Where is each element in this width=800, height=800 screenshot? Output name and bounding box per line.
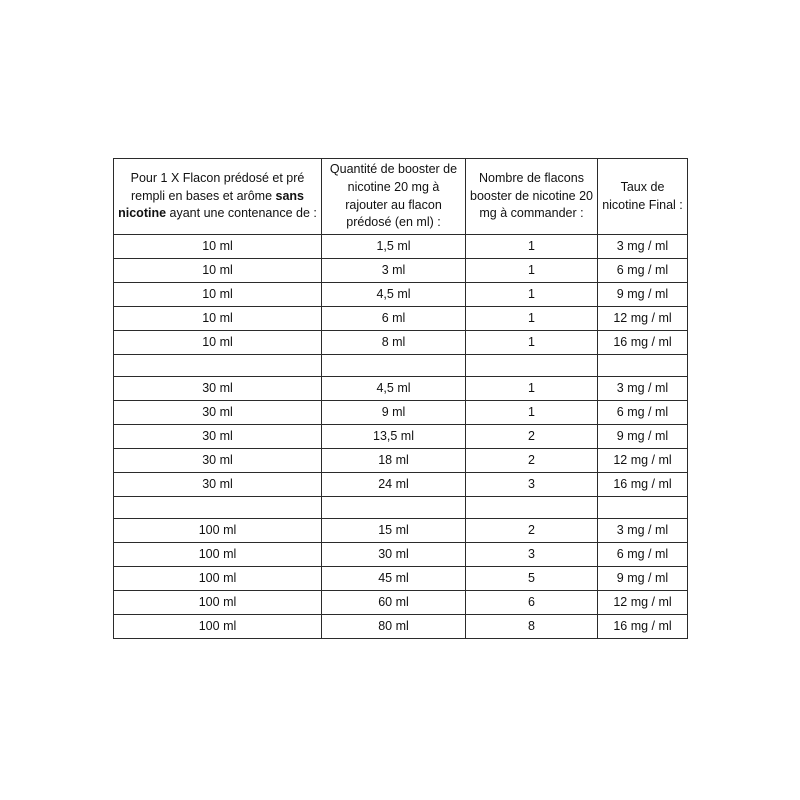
cell-bottle-size: 10 ml (114, 259, 322, 283)
cell-booster-count: 2 (466, 449, 598, 473)
table-row (114, 449, 688, 473)
header-cell-booster-count: Nombre de flacons booster de nicotine 20 mg à commander : (466, 159, 598, 235)
cell-blank (322, 497, 466, 519)
cell-bottle-size: 100 ml (114, 615, 322, 639)
cell-blank (466, 497, 598, 519)
cell-booster-quantity: 6 ml (322, 307, 466, 331)
cell-bottle-size: 30 ml (114, 401, 322, 425)
table-row (114, 259, 688, 283)
cell-bottle-size: 30 ml (114, 449, 322, 473)
table-row (114, 519, 688, 543)
cell-blank (114, 497, 322, 519)
cell-booster-quantity: 13,5 ml (322, 425, 466, 449)
cell-final-rate: 12 mg / ml (598, 449, 688, 473)
cell-bottle-size: 10 ml (114, 307, 322, 331)
table-row (114, 615, 688, 639)
table-row (114, 567, 688, 591)
table-row (114, 401, 688, 425)
cell-booster-quantity: 4,5 ml (322, 377, 466, 401)
cell-final-rate: 3 mg / ml (598, 519, 688, 543)
cell-bottle-size: 10 ml (114, 331, 322, 355)
cell-booster-count: 1 (466, 307, 598, 331)
cell-blank (114, 355, 322, 377)
cell-blank (598, 497, 688, 519)
table-row (114, 331, 688, 355)
cell-final-rate: 6 mg / ml (598, 259, 688, 283)
cell-bottle-size: 100 ml (114, 591, 322, 615)
cell-final-rate: 9 mg / ml (598, 567, 688, 591)
table-header-row (114, 159, 688, 235)
table-row (114, 591, 688, 615)
cell-blank (466, 355, 598, 377)
cell-blank (322, 355, 466, 377)
header-cell-booster-quantity: Quantité de booster de nicotine 20 mg à rajouter au flacon prédosé (en ml) : (322, 159, 466, 235)
cell-final-rate: 12 mg / ml (598, 591, 688, 615)
cell-booster-quantity: 15 ml (322, 519, 466, 543)
table-row (114, 283, 688, 307)
cell-booster-quantity: 3 ml (322, 259, 466, 283)
cell-bottle-size: 100 ml (114, 543, 322, 567)
cell-booster-count: 1 (466, 331, 598, 355)
table-spacer-row (114, 355, 688, 377)
cell-bottle-size: 100 ml (114, 519, 322, 543)
cell-booster-quantity: 24 ml (322, 473, 466, 497)
cell-bottle-size: 30 ml (114, 473, 322, 497)
dosage-table-container (113, 158, 687, 639)
cell-bottle-size: 30 ml (114, 425, 322, 449)
cell-booster-quantity: 60 ml (322, 591, 466, 615)
cell-booster-quantity: 1,5 ml (322, 235, 466, 259)
cell-final-rate: 3 mg / ml (598, 235, 688, 259)
cell-final-rate: 9 mg / ml (598, 283, 688, 307)
cell-blank (598, 355, 688, 377)
cell-booster-count: 3 (466, 543, 598, 567)
header-cell-final-rate: Taux de nicotine Final : (598, 159, 688, 235)
cell-booster-quantity: 45 ml (322, 567, 466, 591)
table-row (114, 543, 688, 567)
cell-bottle-size: 30 ml (114, 377, 322, 401)
cell-booster-count: 1 (466, 283, 598, 307)
table-row (114, 473, 688, 497)
cell-bottle-size: 10 ml (114, 283, 322, 307)
header-text-bold: sans nicotine (118, 188, 304, 221)
cell-bottle-size: 100 ml (114, 567, 322, 591)
cell-booster-quantity: 4,5 ml (322, 283, 466, 307)
header-text-part-b: ayant une contenance de : (166, 206, 317, 221)
table-row (114, 235, 688, 259)
cell-final-rate: 16 mg / ml (598, 473, 688, 497)
cell-booster-quantity: 18 ml (322, 449, 466, 473)
cell-booster-quantity: 9 ml (322, 401, 466, 425)
cell-booster-count: 1 (466, 259, 598, 283)
cell-booster-count: 1 (466, 377, 598, 401)
cell-booster-count: 2 (466, 425, 598, 449)
header-cell-bottle-size (114, 159, 322, 235)
cell-final-rate: 3 mg / ml (598, 377, 688, 401)
header-text-part-a: Pour 1 X Flacon prédosé et pré rempli en bases et arôme (130, 170, 305, 203)
cell-booster-quantity: 30 ml (322, 543, 466, 567)
cell-booster-quantity: 8 ml (322, 331, 466, 355)
cell-booster-count: 6 (466, 591, 598, 615)
table-body (114, 159, 688, 639)
cell-booster-count: 1 (466, 401, 598, 425)
cell-final-rate: 16 mg / ml (598, 615, 688, 639)
cell-final-rate: 6 mg / ml (598, 401, 688, 425)
cell-booster-count: 8 (466, 615, 598, 639)
cell-booster-count: 3 (466, 473, 598, 497)
cell-final-rate: 6 mg / ml (598, 543, 688, 567)
table-row (114, 307, 688, 331)
cell-booster-count: 1 (466, 235, 598, 259)
cell-final-rate: 16 mg / ml (598, 331, 688, 355)
cell-bottle-size: 10 ml (114, 235, 322, 259)
nicotine-dosage-table (113, 158, 688, 639)
cell-booster-count: 2 (466, 519, 598, 543)
cell-booster-count: 5 (466, 567, 598, 591)
table-spacer-row (114, 497, 688, 519)
cell-final-rate: 12 mg / ml (598, 307, 688, 331)
table-row (114, 377, 688, 401)
table-row (114, 425, 688, 449)
cell-booster-quantity: 80 ml (322, 615, 466, 639)
cell-final-rate: 9 mg / ml (598, 425, 688, 449)
